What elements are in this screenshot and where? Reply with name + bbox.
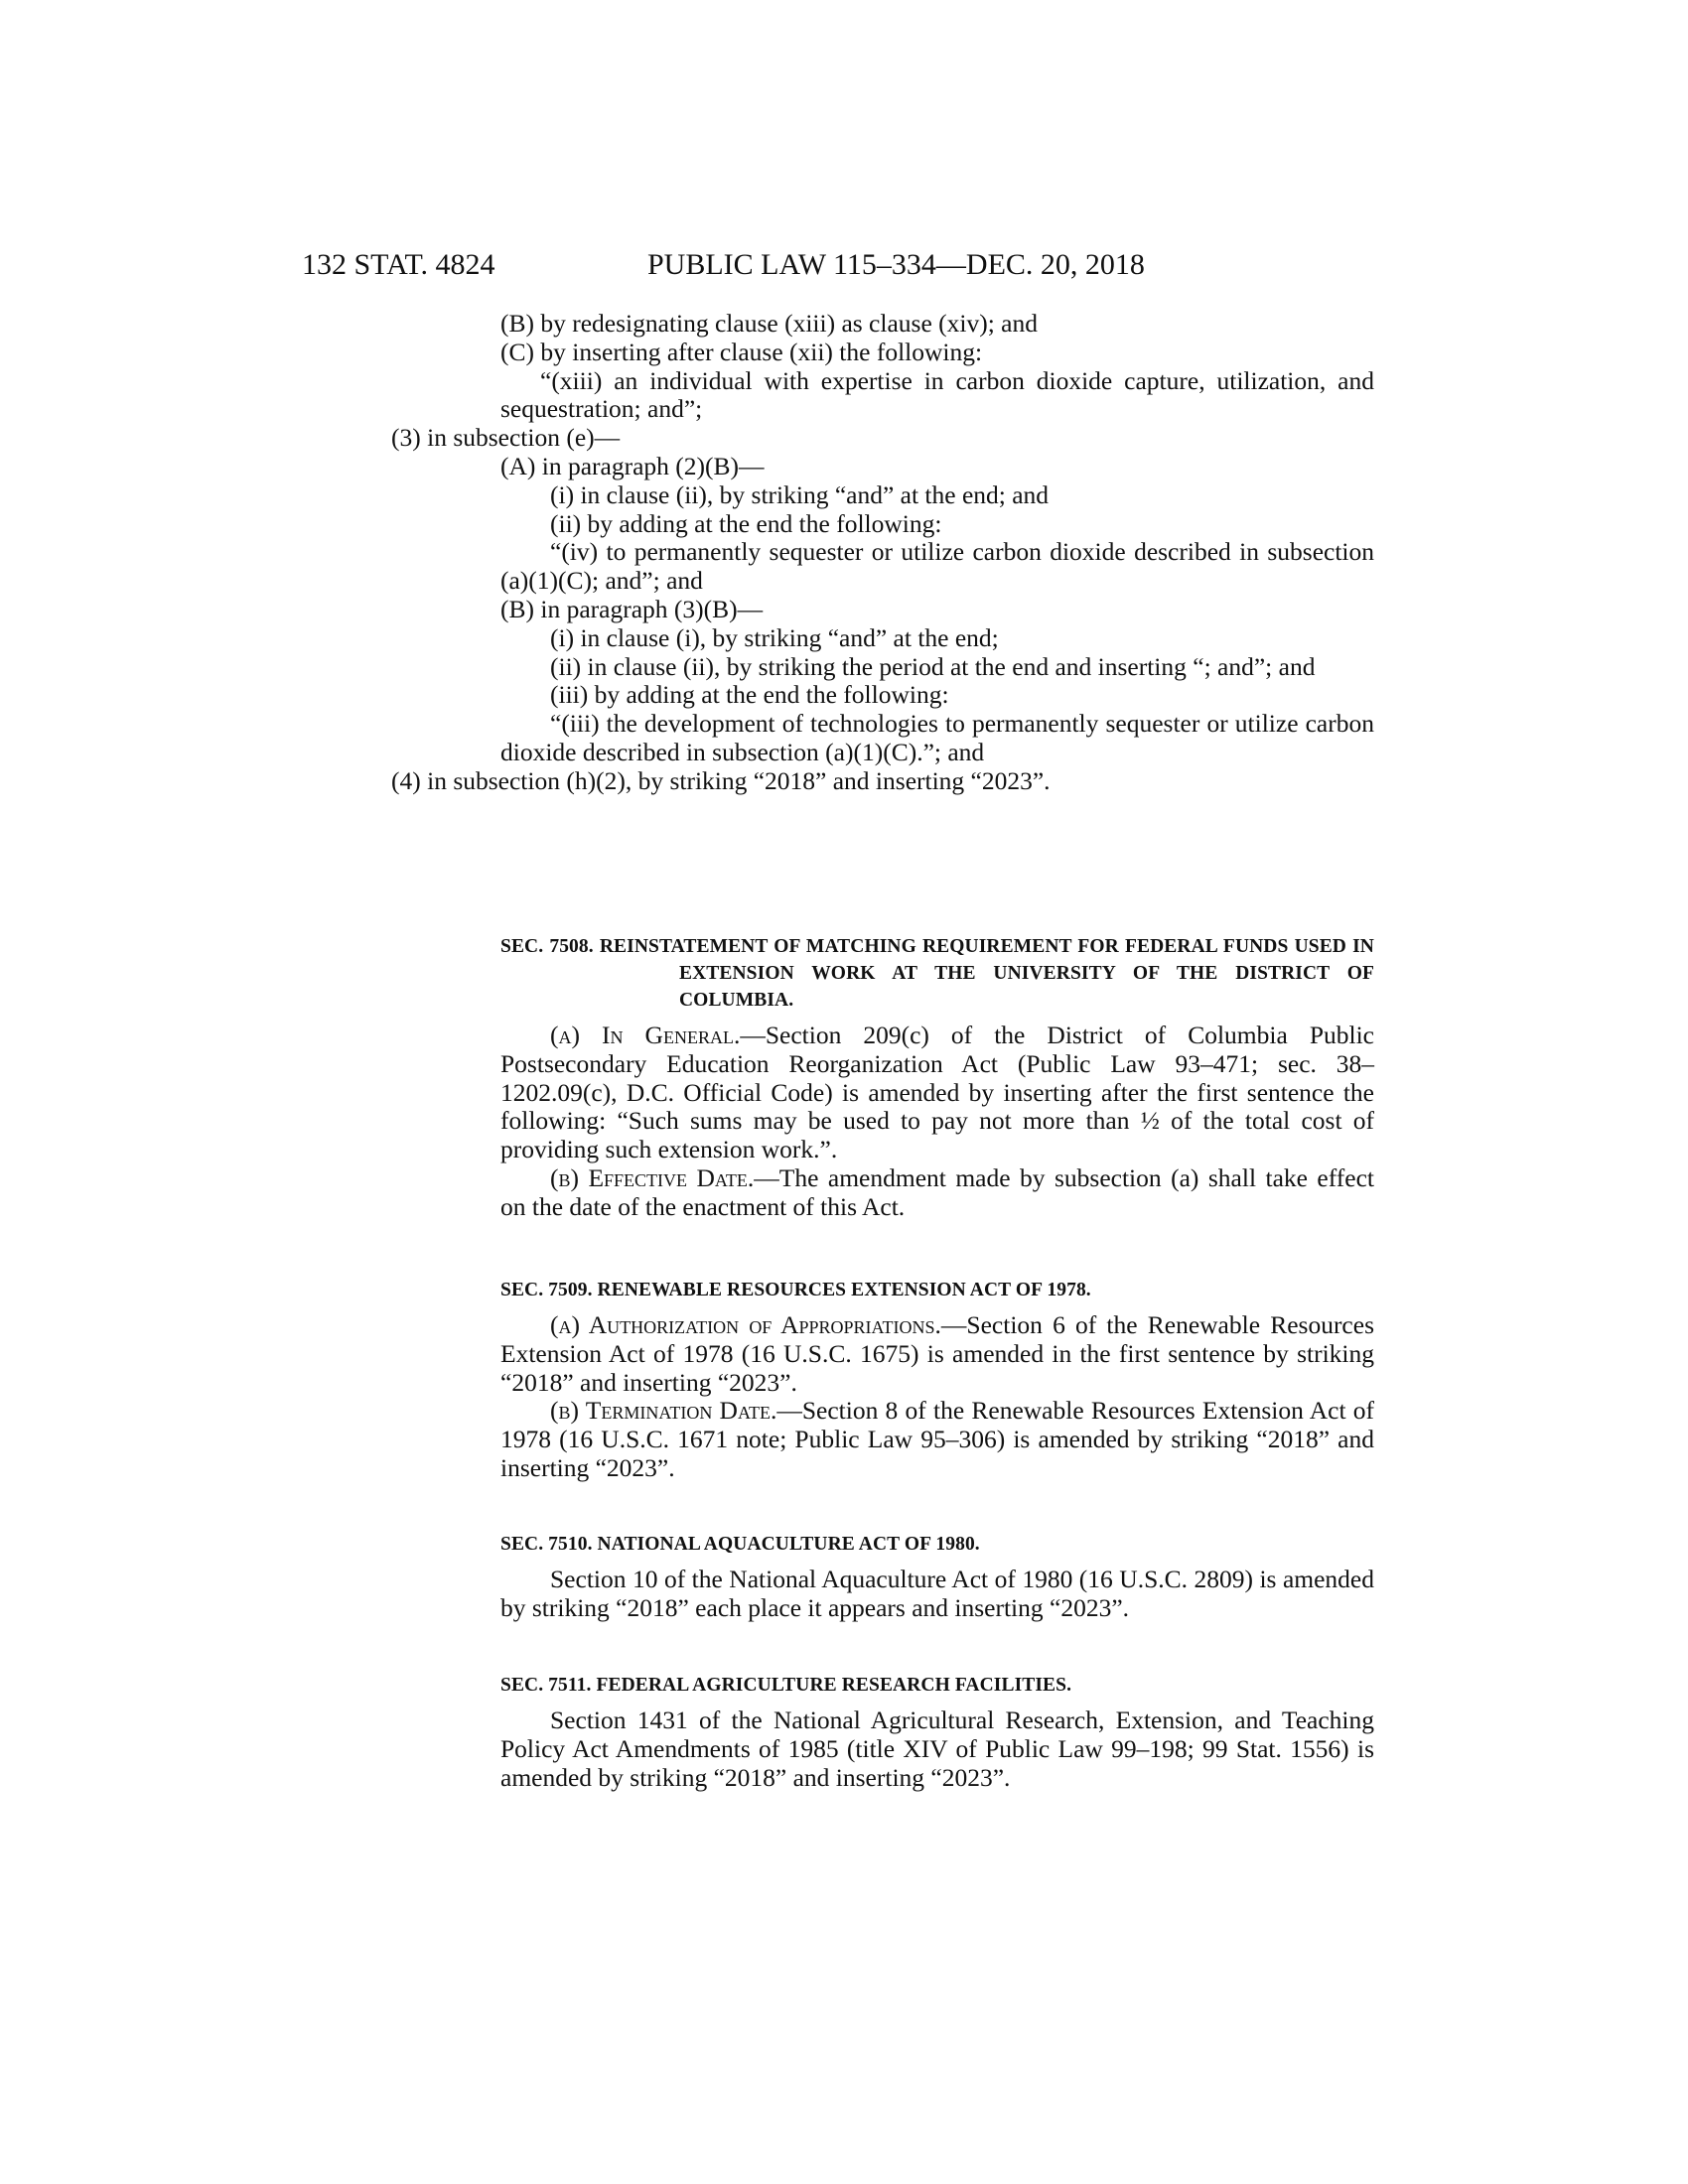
amendment-item: (ii) in clause (ii), by striking the period at the end and inserting “; and”; and [550,651,1316,681]
section-7510 [500,1531,1374,1623]
amendment-item: (ii) by adding at the end the following: [550,508,942,538]
subsection-a: (a) In General.—Section 209(c) of the District of Columbia Public Postsecondary Education Reorganization Act (Public Law 93–471; sec. 38–1202.09(c), D.C. Official Code) is amended by inserting after the first sentence the following: “Such sums may be used to pay not more than ½ of the total cost of providing such extension work.”. [500,1021,1374,1164]
amendment-item: (3) in subsection (e)— [391,423,621,453]
amendment-item: (i) in clause (ii), by striking “and” at the end; and [550,479,1050,509]
amendment-item: “(iv) to permanently sequester or utilize carbon dioxide described in subsection (a)(1)(C); and”; and [500,537,1374,596]
amendment-item: (iii) by adding at the end the following: [550,680,949,710]
amendment-item: (B) by redesignating clause (xiii) as clause (xiv); and [500,309,1038,338]
subsection-b: (b) Termination Date.—Section 8 of the Renewable Resources Extension Act of 1978 (16 U.S.C. 1671 note; Public Law 95–306) is amended by striking “2018” and inserting “2023”. [500,1396,1374,1482]
subsection-a: (a) Authorization of Appropriations.—Section 6 of the Renewable Resources Extension Act of 1978 (16 U.S.C. 1675) is amended in the first sentence by striking “2018” and inserting “2023”. [500,1310,1374,1397]
section-7509 [500,1277,1374,1483]
amendment-list [391,309,1374,796]
page-header [302,248,1386,288]
section-text: Section 1431 of the National Agricultural Research, Extension, and Teaching Policy Act Amendments of 1985 (title XIV of Public Law 99–198; 99 Stat. 1556) is amended by striking “2018” and inserting “2023”. [500,1706,1374,1792]
amendment-item: “(iii) the development of technologies to permanently sequester or utilize carbon dioxide described in subsection (a)(1)(C).”; and [500,709,1374,766]
statute-citation: 132 STAT. 4824 [302,248,495,281]
amendment-item: “(xiii) an individual with expertise in carbon dioxide capture, utilization, and sequestration; and”; [500,365,1374,424]
amendment-item: (A) in paragraph (2)(B)— [500,451,765,480]
section-heading: SEC. 7509. RENEWABLE RESOURCES EXTENSION ACT OF 1978. [500,1280,1091,1300]
section-7508 [500,933,1374,1222]
section-heading: SEC. 7510. NATIONAL AQUACULTURE ACT OF 1980. [500,1534,980,1555]
subsection-b: (b) Effective Date.—The amendment made by subsection (a) shall take effect on the date of the enactment of this Act. [500,1162,1374,1221]
amendment-item: (B) in paragraph (3)(B)— [500,594,764,623]
public-law-title: PUBLIC LAW 115–334—DEC. 20, 2018 [647,248,1145,281]
section-heading: SEC. 7511. FEDERAL AGRICULTURE RESEARCH FACILITIES. [500,1675,1072,1696]
section-7511 [500,1672,1374,1792]
amendment-item: (4) in subsection (h)(2), by striking “2018” and inserting “2023”. [391,765,1051,795]
amendment-item: (C) by inserting after clause (xii) the following: [500,337,983,366]
section-heading: SEC. 7508. REINSTATEMENT OF MATCHING REQUIREMENT FOR FEDERAL FUNDS USED IN EXTENSION WORK AT THE UNIVERSITY OF THE DISTRICT OF COLUMBIA. [500,936,1374,1011]
section-text: Section 10 of the National Aquaculture Act of 1980 (16 U.S.C. 2809) is amended by striking “2018” each place it appears and inserting “2023”. [500,1565,1374,1622]
amendment-item: (i) in clause (i), by striking “and” at the end; [550,622,999,652]
